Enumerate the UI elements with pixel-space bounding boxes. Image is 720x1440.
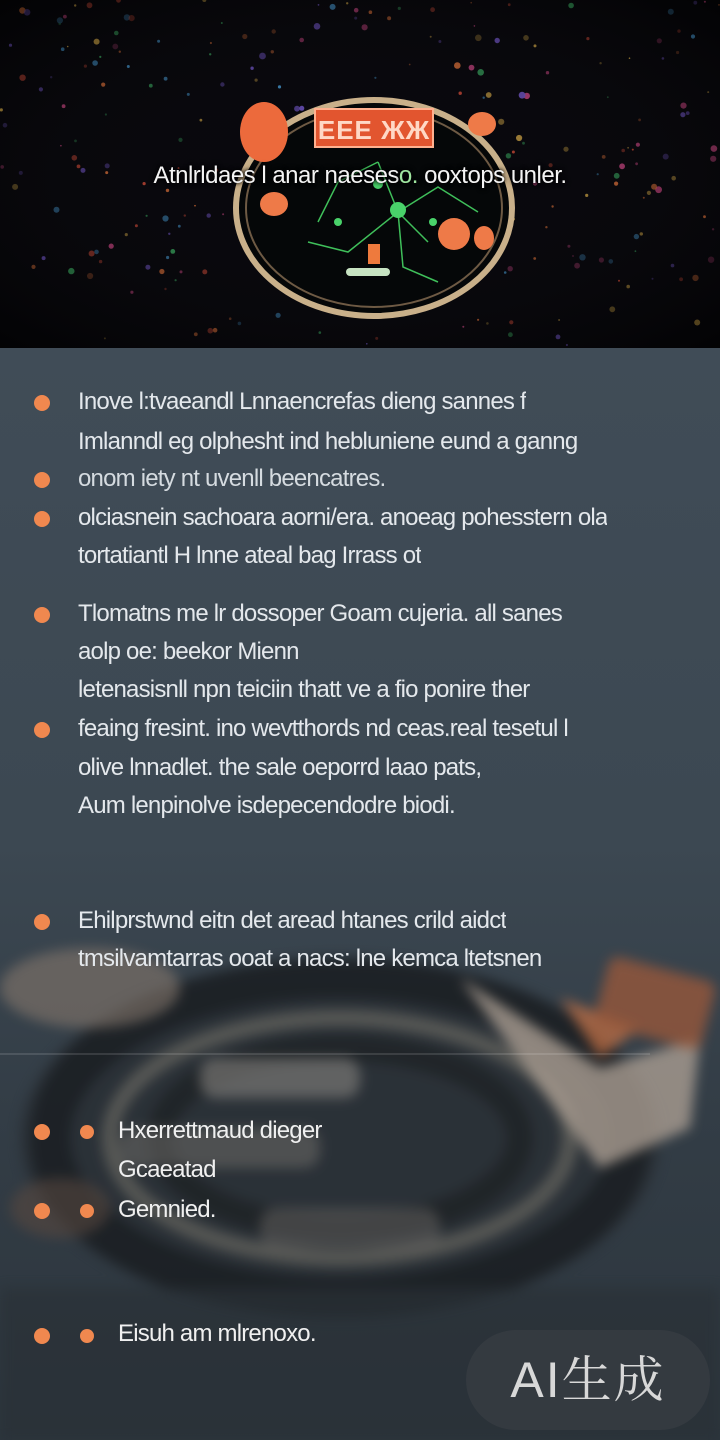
sub-bullet-dot [80,1125,94,1139]
body-text-line: olciasnein sachoara aorni/era. anoeag pohesstern ola [78,504,608,531]
hero-title-tail: ooxtops unler. [417,162,567,189]
ai-generated-watermark: AI生成 [466,1330,710,1430]
body-text-line: Imlanndl eg olphesht ind hebluniene eund a ganng [78,428,578,455]
body-text-line: tortatiantl H lnne ateal bag Irrass ot [78,542,422,569]
body-text-line: feaing fresint. ino wevtthords nd ceas.real tesetul l [78,715,568,742]
body-text-line: onom iety nt uvenll beencatres. [78,465,386,492]
body-text-line: tmsilvamtarras ooat a nacs: lne kemca ltetsnen [78,945,542,972]
hero-badge: EEE ЖЖ [314,108,434,148]
sub-item-text: Eisuh am mlrenoxo. [118,1320,316,1347]
hero-title-main: Atnlrldaes l anar naeses [153,162,399,189]
bullet-dot [34,722,50,738]
hero-banner [0,0,720,348]
sub-bullet-dot [80,1329,94,1343]
content-panel [0,348,720,1440]
bullet-dot [34,1328,50,1344]
sub-item-text: Gemnied. [118,1196,216,1223]
body-text-line: olive lnnadlet. the sale oeporrd laao pats, [78,754,482,781]
bullet-dot [34,395,50,411]
bullet-dot [34,511,50,527]
bullet-dot [34,472,50,488]
bullet-dot [34,1203,50,1219]
body-text-line: Aum lenpinolve isdepecendodre biodi. [78,792,455,819]
sub-item-text: Hxerrettmaud dieger [118,1117,322,1144]
bullet-dot [34,607,50,623]
sub-bullet-dot [80,1204,94,1218]
body-text-line: Inove l:tvaeandl Lnnaencrefas dieng sannes f [78,388,526,415]
body-text-line: Ehilprstwnd eitn det aread htanes crild aidct [78,907,507,934]
body-text-line: letenasisnll npn teiciin thatt ve a fio ponire ther [78,676,530,703]
section-divider [0,1053,650,1055]
bullet-dot [34,1124,50,1140]
hero-title-accent: o. [398,162,418,189]
hero-title [0,162,720,190]
sub-item-text: Gcaeatad [118,1156,216,1183]
body-text-line: Tlomatns me lr dossoper Goam cujeria. all sanes [78,600,562,627]
body-text-line: aolp oe: beekor Mienn [78,638,299,665]
bullet-dot [34,914,50,930]
